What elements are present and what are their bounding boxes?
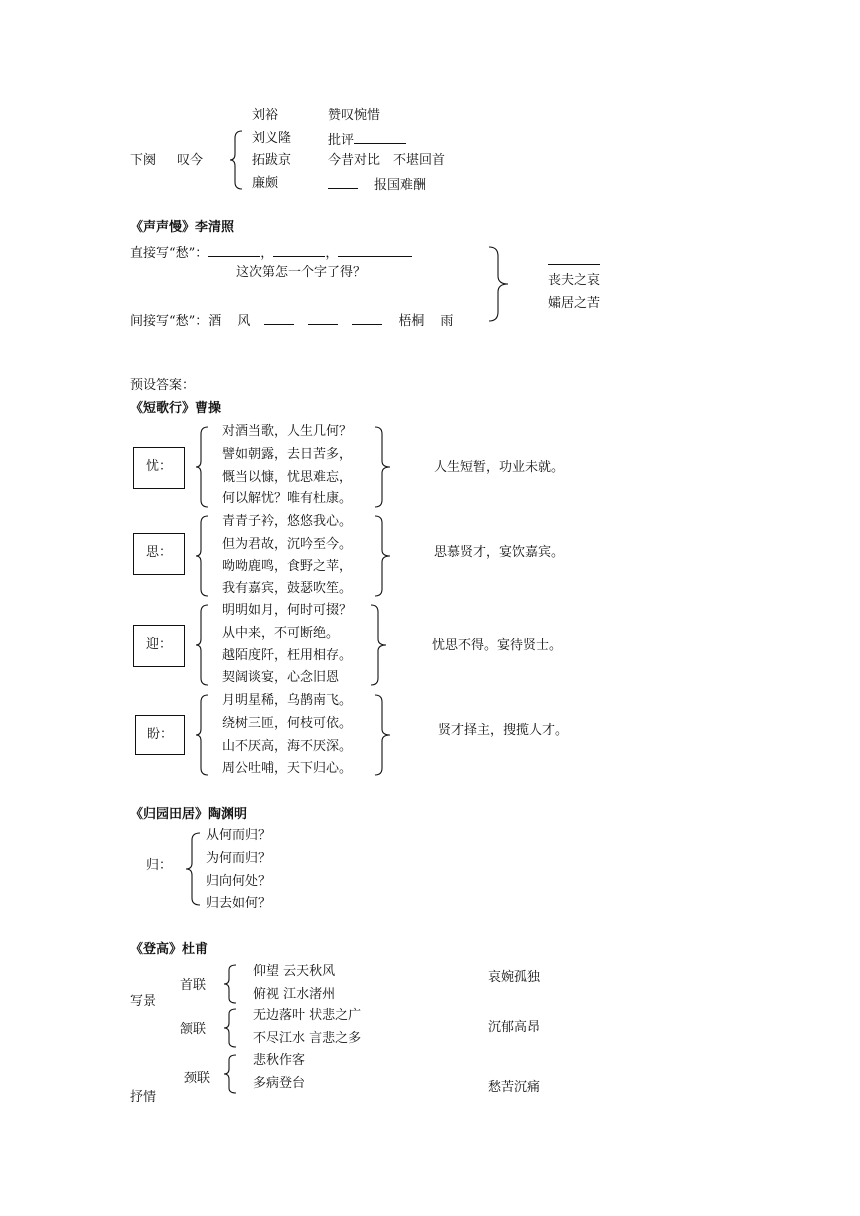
summary-you: 人生短暂，功业未就。 (434, 460, 565, 475)
poem-line: 青青子衿，悠悠我心。 (222, 514, 353, 529)
key-ying: 迎： (133, 625, 185, 667)
fill-blank[interactable] (273, 244, 325, 257)
key-pan: 盼： (135, 715, 185, 755)
poem-line: 譬如朝露，去日苦多， (222, 447, 353, 462)
gui-line: 归向何处？ (206, 874, 272, 889)
direct-label-text: 直接写“愁”： (130, 246, 209, 261)
fill-blank[interactable] (354, 131, 406, 144)
item-jiu: 酒 (208, 314, 222, 329)
shuangju: 孀居之苦 (548, 296, 601, 311)
poem-line: 从中来，不可断绝。 (222, 626, 340, 641)
fill-blank[interactable] (264, 312, 294, 325)
han-line-1: 无边落叶 状悲之广 (253, 1008, 362, 1023)
comment-2 (328, 131, 406, 149)
right-brace-icon (374, 515, 392, 597)
jing-line-1: 悲秋作客 (253, 1053, 306, 1068)
denggao-right-2: 沉郁高昂 (488, 1020, 541, 1035)
name-liuyilong: 刘义隆 (252, 131, 292, 146)
jinglian-label: 颈联 (184, 1071, 211, 1086)
left-brace-icon (230, 130, 244, 190)
poem-line: 山不厌高，海不厌深。 (222, 739, 353, 754)
poem-line: 慨当以慷，忧思难忘， (222, 470, 353, 485)
summary-ying: 忧思不得。宴待贤士。 (432, 638, 563, 653)
direct-line2: 这次第怎一个字了得？ (236, 265, 367, 280)
shengshengman-title: 《声声慢》李清照 (130, 220, 235, 235)
comment-3: 今昔对比 不堪回首 (328, 153, 446, 168)
right-brace-icon (488, 246, 510, 322)
left-brace-icon (186, 832, 202, 906)
poem-line: 呦呦鹿鸣，食野之苹， (222, 559, 353, 574)
comment-4 (328, 176, 426, 194)
shoulian-label: 首联 (180, 978, 207, 993)
comment-4-text: 报国难酬 (374, 178, 427, 193)
key-you: 忧： (133, 447, 185, 489)
denggao-right-1: 哀婉孤独 (488, 970, 541, 985)
poem-line: 何以解忧？唯有杜康。 (222, 491, 353, 506)
sangfu: 丧夫之哀 (548, 273, 601, 288)
poem-line: 越陌度阡，枉用相存。 (222, 648, 353, 663)
left-brace-icon (196, 426, 210, 508)
xiaque-label: 下阕 (130, 153, 157, 168)
denggao-title: 《登高》杜甫 (130, 942, 209, 957)
left-brace-icon (196, 515, 210, 597)
poem-line: 我有嘉宾，鼓瑟吹笙。 (222, 581, 353, 596)
fill-blank[interactable] (328, 176, 358, 189)
poem-line: 绕树三匝，何枝可依。 (222, 716, 353, 731)
left-brace-icon (196, 604, 210, 686)
shou-line-2: 俯视 江水渚州 (253, 987, 336, 1002)
left-brace-icon (224, 1008, 238, 1048)
fill-blank[interactable] (352, 312, 382, 325)
xiejing-label: 写景 (130, 994, 157, 1009)
poem-line: 明明如月，何时可掇？ (222, 603, 353, 618)
right-brace-icon (374, 426, 392, 508)
indirect-label (130, 312, 453, 330)
poem-line: 对酒当歌，人生几何？ (222, 424, 353, 439)
shuqing-label: 抒情 (130, 1090, 157, 1105)
indirect-label-text: 间接写“愁”： (130, 314, 209, 329)
item-yu: 雨 (440, 314, 454, 329)
comment-2-text: 批评 (328, 133, 355, 148)
left-brace-icon (224, 964, 238, 1004)
right-brace-icon (370, 604, 388, 686)
tanjin-label: 叹今 (177, 153, 204, 168)
gui-line: 为何而归？ (206, 851, 272, 866)
left-brace-icon (224, 1054, 238, 1094)
shengshengman-blank (548, 252, 600, 270)
hanlian-label: 颔联 (180, 1022, 207, 1037)
right-brace-icon (374, 694, 392, 776)
item-wutong: 梧桐 (398, 314, 425, 329)
fill-blank[interactable] (208, 244, 260, 257)
duangexing-title: 《短歌行》曹操 (130, 401, 222, 416)
preset-label: 预设答案： (130, 378, 196, 393)
shou-line-1: 仰望 云天秋风 (253, 964, 336, 979)
key-si: 思： (133, 533, 185, 575)
guiyuan-title: 《归园田居》陶渊明 (130, 807, 248, 822)
poem-line: 周公吐哺，天下归心。 (222, 761, 353, 776)
denggao-right-3: 愁苦沉痛 (488, 1080, 541, 1095)
fill-blank[interactable] (338, 244, 412, 257)
gui-line: 从何而归？ (206, 828, 272, 843)
han-line-2: 不尽江水 言悲之多 (253, 1031, 362, 1046)
comment-1: 赞叹惋惜 (328, 108, 381, 123)
gui-line: 归去如何？ (206, 896, 272, 911)
left-brace-icon (196, 694, 210, 776)
summary-pan: 贤才择主，搜揽人才。 (438, 723, 569, 738)
fill-blank[interactable] (548, 252, 600, 265)
fill-blank[interactable] (308, 312, 338, 325)
item-feng: 风 (237, 314, 251, 329)
poem-line: 月明星稀，乌鹊南飞。 (222, 693, 353, 708)
name-tuobajing: 拓跋京 (252, 153, 292, 168)
name-lianpo: 廉颇 (252, 176, 279, 191)
summary-si: 思慕贤才，宴饮嘉宾。 (434, 545, 565, 560)
gui-key: 归： (146, 858, 173, 873)
poem-line: 契阔谈宴，心念旧恩 (222, 670, 340, 685)
poem-line: 但为君故，沉吟至今。 (222, 537, 353, 552)
name-liuyu: 刘裕 (252, 108, 279, 123)
jing-line-2: 多病登台 (253, 1076, 306, 1091)
direct-label: 直接写“愁”： ， ， (130, 244, 412, 262)
